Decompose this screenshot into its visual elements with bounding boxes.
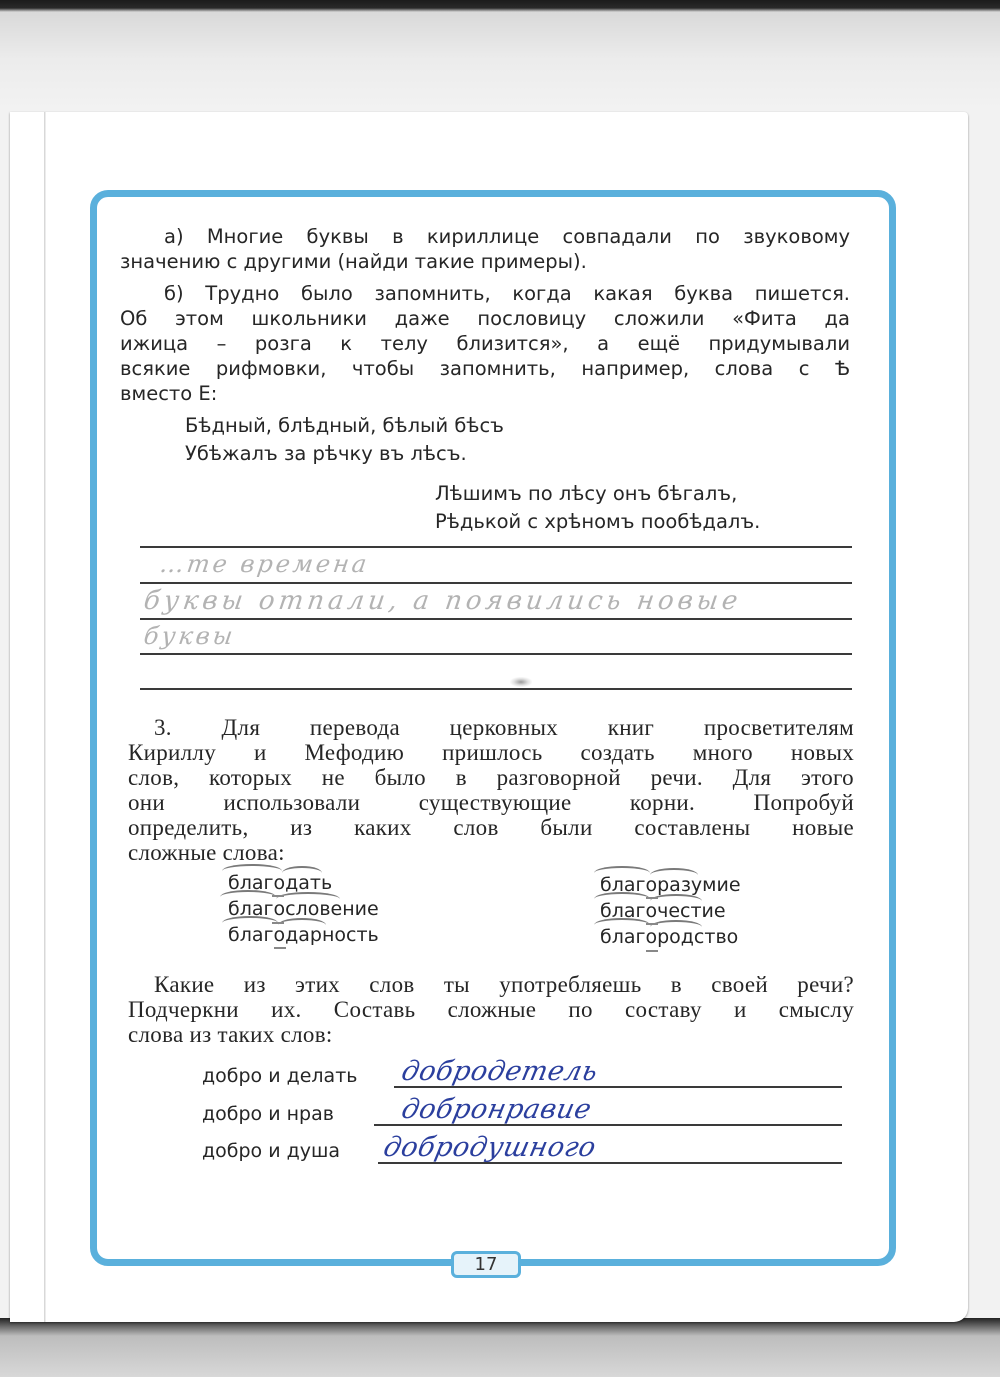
root-arc-mark — [594, 866, 650, 880]
page-spine — [44, 112, 46, 1322]
task-3-text — [128, 715, 854, 865]
task-3-line: 3. Для перевода церковных книг просветителям — [154, 715, 854, 740]
section-a-line: значению с другими (найди такие примеры). — [120, 250, 587, 273]
connecting-vowel-mark — [272, 895, 284, 897]
connecting-vowel-mark — [272, 922, 284, 924]
section-b-line: Об этом школьники даже пословицу сложили «Фита да — [120, 307, 850, 330]
word-left: благословение — [228, 898, 379, 920]
answer-line — [140, 582, 852, 584]
section-b-line: б) Трудно было запомнить, когда какая буква пишется. — [164, 282, 850, 305]
root-arc-mark — [222, 916, 278, 930]
section-a-line: а) Многие буквы в кириллице совпадали по звуковому — [164, 225, 850, 248]
word-right: благочестие — [600, 900, 726, 922]
pencil-answer-line: …те времена — [158, 550, 372, 578]
word-right: благоразумие — [600, 874, 741, 896]
task-3-line: Кириллу и Мефодию пришлось создать много новых — [128, 740, 854, 765]
handwritten-answer: добродушного — [380, 1132, 599, 1163]
root-arc-mark — [594, 918, 650, 932]
verse-stanza-1 — [185, 412, 504, 468]
word-right: благородство — [600, 926, 739, 948]
page-number: 17 — [451, 1251, 521, 1278]
verse-line: Бѣдный, блѣдный, бѣлый бѣсъ — [185, 414, 504, 437]
root-arc-mark — [222, 864, 282, 878]
root-arc-mark — [594, 892, 650, 906]
question-line: слова из таких слов: — [128, 1022, 333, 1047]
question-line: Какие из этих слов ты употребляешь в своей речи? — [154, 972, 854, 997]
section-b — [120, 281, 850, 406]
question-line: Подчеркни их. Составь сложные по составу и смыслу — [128, 997, 854, 1022]
handwritten-answer: добронравие — [398, 1094, 595, 1125]
section-b-line: вместо Е: — [120, 382, 218, 405]
task-3-line: они использовали существующие корни. Попробуй — [128, 790, 854, 815]
smudge-mark — [510, 677, 532, 687]
answer-line — [140, 653, 852, 655]
pencil-answer-line: буквы отпали, а появились новые — [141, 586, 744, 616]
section-b-line: ижица – розга к телу близится», а ещё придумывали — [120, 332, 850, 355]
answer-line — [140, 546, 852, 548]
section-a — [120, 224, 850, 274]
workbook-page — [10, 112, 968, 1322]
section-b-line: всякие рифмовки, чтобы запомнить, например, слова с Ѣ — [120, 357, 850, 380]
verse-line: Убѣжалъ за рѣчку въ лѣсъ. — [185, 442, 467, 465]
combo-prompt: добро и душа — [202, 1140, 341, 1162]
task-3-line: сложные слова: — [128, 840, 285, 865]
combo-prompt: добро и делать — [202, 1065, 358, 1087]
answer-line — [140, 618, 852, 620]
word-left: благодарность — [228, 924, 379, 946]
handwritten-answer: добродетель — [398, 1056, 601, 1087]
verse-stanza-2 — [435, 480, 760, 536]
verse-line: Рѣдькой с хрѣномъ пообѣдалъ. — [435, 510, 761, 533]
task-3-question — [128, 972, 854, 1047]
root-arc-mark — [278, 918, 326, 932]
root-arc-mark — [220, 890, 276, 904]
pencil-answer-line: буквы — [142, 622, 238, 650]
task-3-line: определить, из каких слов были составлены новые — [128, 815, 854, 840]
connecting-vowel-mark — [646, 950, 658, 952]
task-3-line: слов, которых не было в разговорной речи. Для этого — [128, 765, 854, 790]
word-left: благодать — [228, 872, 333, 894]
connecting-vowel-mark — [646, 897, 658, 899]
connecting-vowel-mark — [274, 947, 286, 949]
root-arc-mark — [276, 892, 340, 906]
root-arc-mark — [282, 866, 322, 880]
answer-line — [140, 688, 852, 690]
verse-line: Лѣшимъ по лѣсу онъ бѣгалъ, — [435, 482, 738, 505]
scanner-background — [0, 1318, 1000, 1377]
root-arc-mark — [650, 868, 698, 882]
combo-prompt: добро и нрав — [202, 1103, 334, 1125]
connecting-vowel-mark — [646, 923, 658, 925]
